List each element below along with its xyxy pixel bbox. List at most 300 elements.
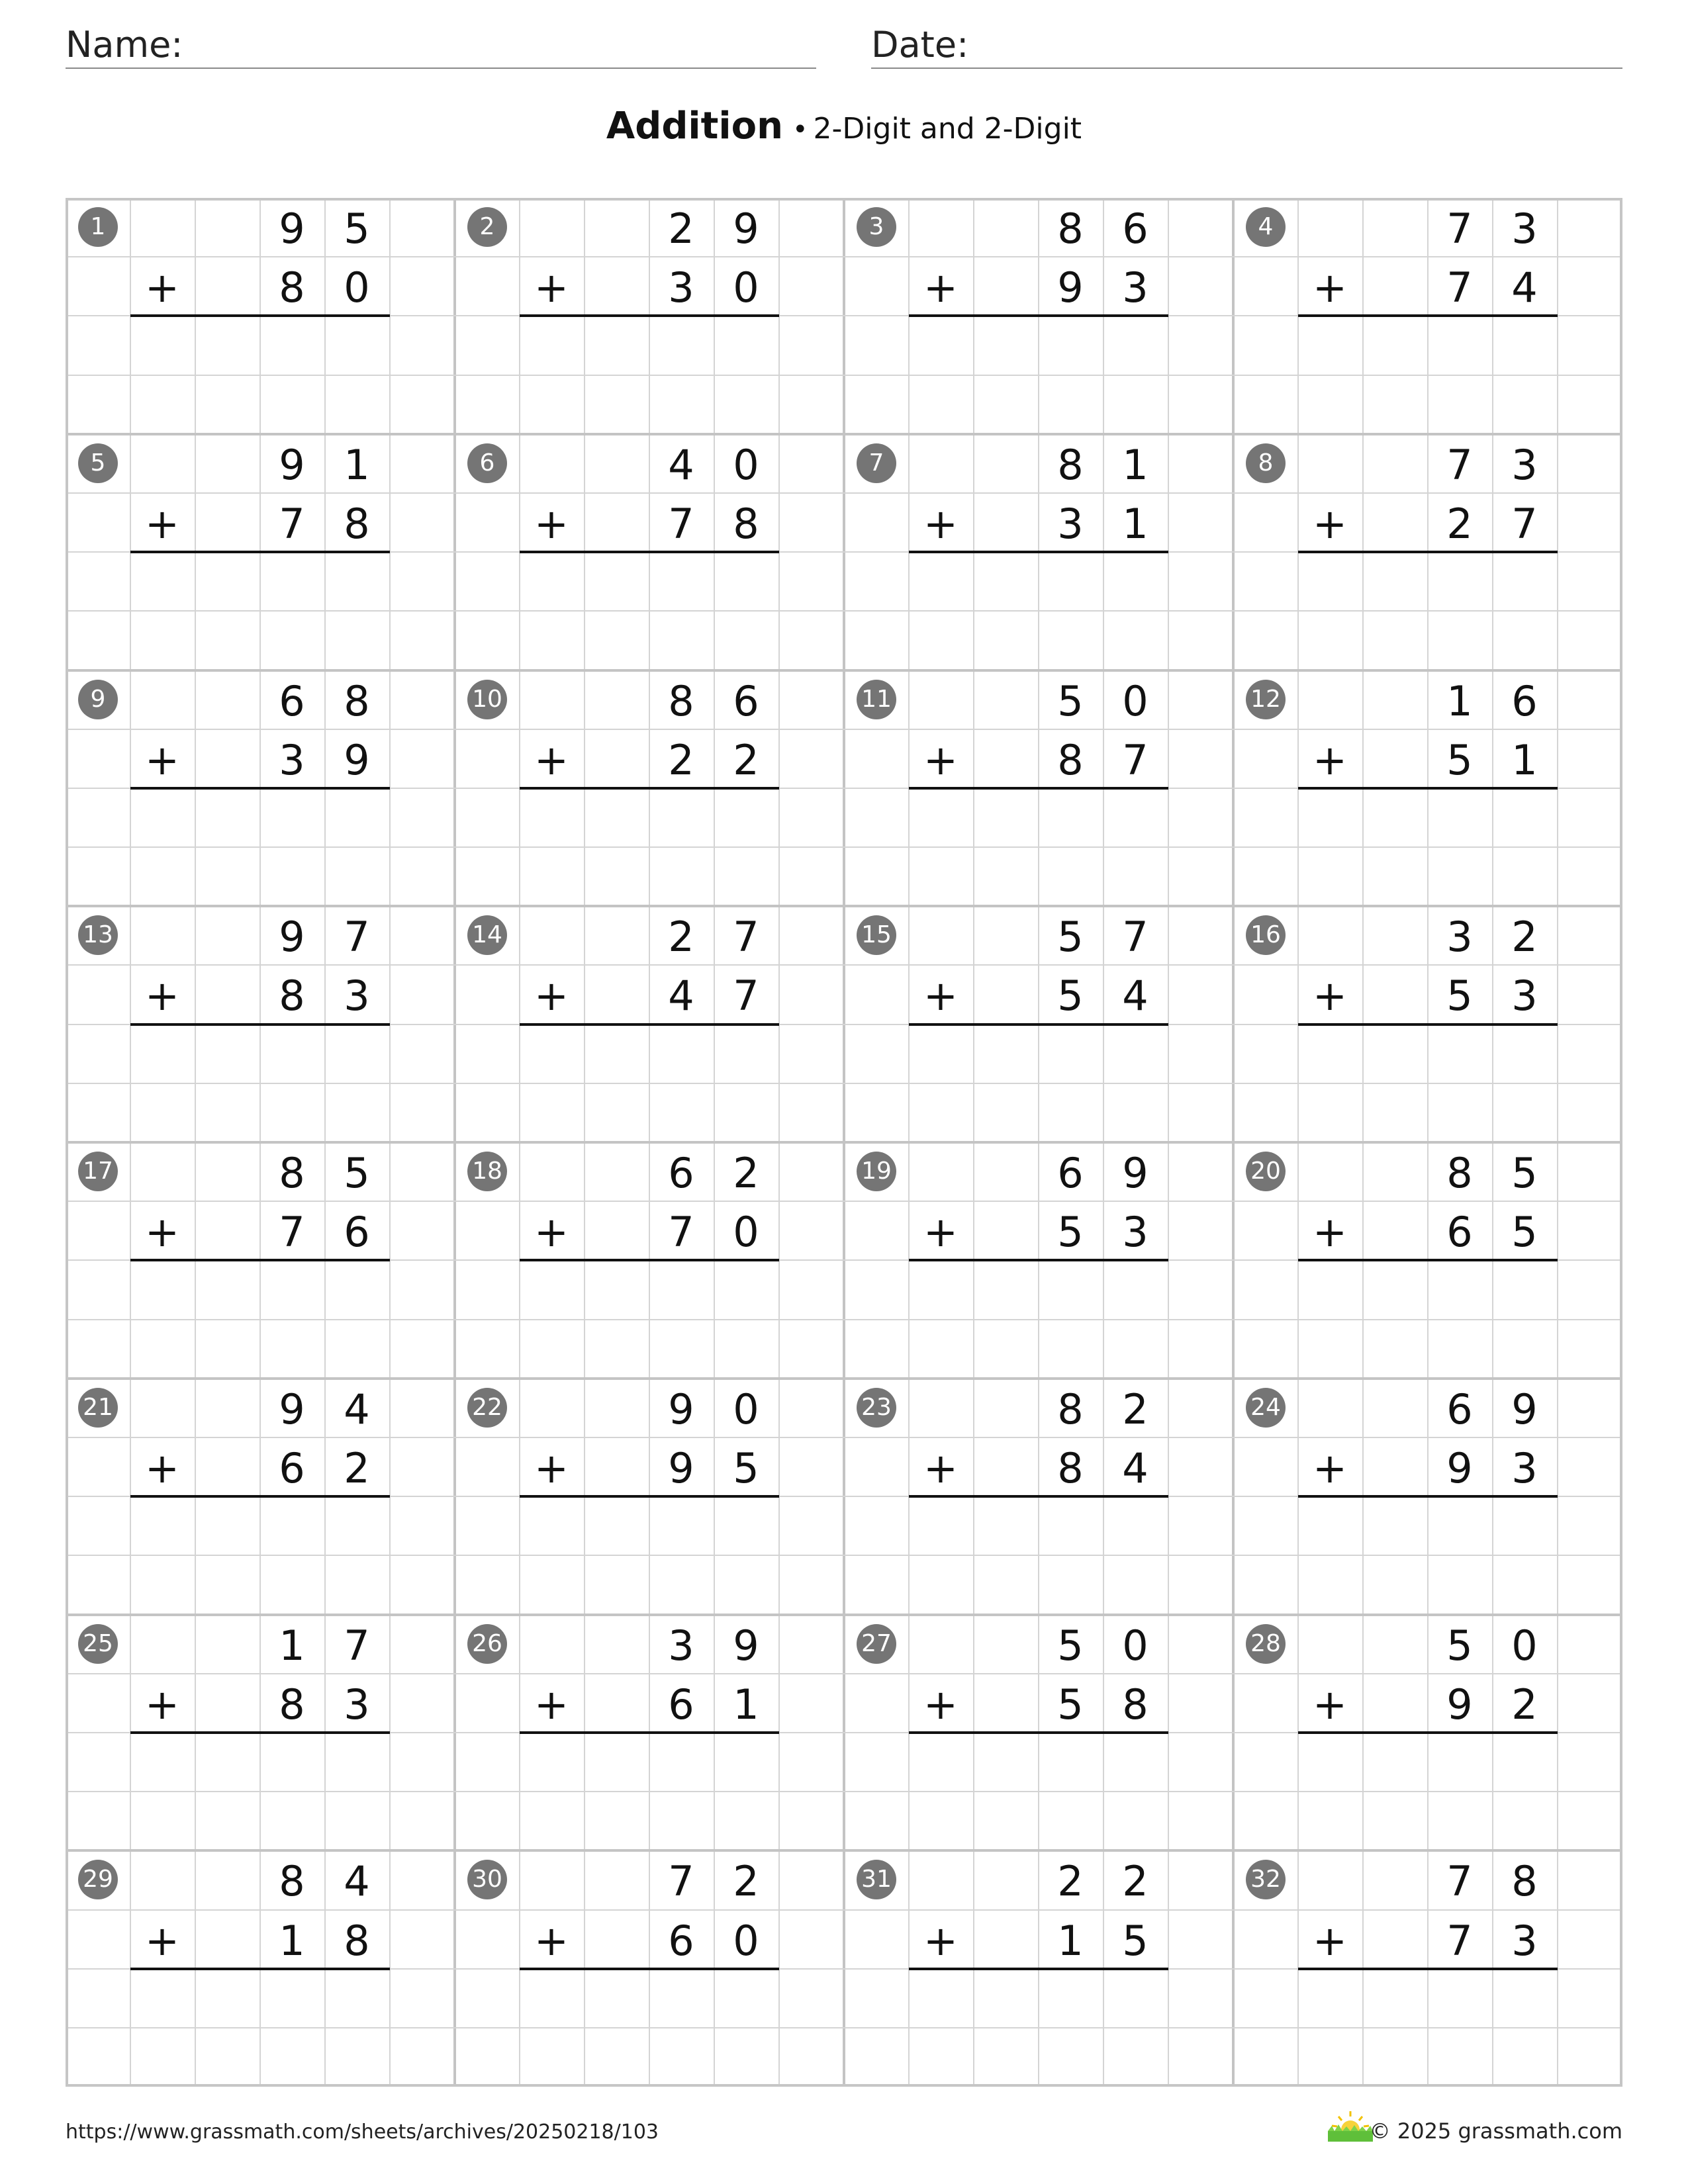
problem-number-badge: 12 [1246, 680, 1286, 719]
problem-17 [66, 1142, 455, 1379]
answer-line [909, 314, 1168, 317]
bottom-ones-digit: 3 [1511, 972, 1538, 1021]
answer-line [1298, 787, 1558, 790]
answer-line [130, 1259, 390, 1261]
answer-area[interactable] [1298, 555, 1558, 608]
plus-sign: + [923, 972, 958, 1021]
problem-12 [1233, 670, 1622, 907]
bottom-ones-digit: 0 [733, 1208, 759, 1257]
problem-number-badge: 20 [1246, 1152, 1286, 1191]
answer-line [130, 551, 390, 553]
top-tens-digit: 8 [1057, 205, 1084, 253]
problem-number-badge: 7 [857, 443, 896, 483]
top-ones-digit: 0 [1122, 1621, 1149, 1670]
plus-sign: + [534, 1680, 569, 1729]
problem-number-badge: 8 [1246, 443, 1286, 483]
top-tens-digit: 5 [1057, 1621, 1084, 1670]
answer-area[interactable] [130, 1735, 390, 1789]
plus-sign: + [923, 1916, 958, 1965]
plus-sign: + [145, 1208, 179, 1257]
answer-area[interactable] [520, 1263, 779, 1316]
bottom-ones-digit: 4 [1122, 972, 1149, 1021]
problem-21 [66, 1379, 455, 1615]
date-label: Date: [871, 24, 969, 66]
title-subtitle: 2-Digit and 2-Digit [813, 112, 1082, 146]
problem-number-badge: 3 [857, 207, 896, 247]
answer-area[interactable] [1298, 1972, 1558, 2025]
top-ones-digit: 7 [344, 913, 370, 962]
top-ones-digit: 9 [1122, 1149, 1149, 1198]
answer-line [1298, 1495, 1558, 1498]
top-ones-digit: 0 [733, 1385, 759, 1433]
top-tens-digit: 7 [1446, 1857, 1473, 1906]
answer-area[interactable] [520, 318, 779, 372]
problem-22 [455, 1379, 844, 1615]
answer-area[interactable] [130, 791, 390, 844]
top-ones-digit: 7 [1122, 913, 1149, 962]
plus-sign: + [923, 1680, 958, 1729]
name-line[interactable] [66, 68, 816, 69]
bottom-tens-digit: 6 [1446, 1208, 1473, 1257]
answer-line [909, 1259, 1168, 1261]
problem-3 [844, 198, 1233, 434]
top-tens-digit: 5 [1057, 676, 1084, 725]
answer-line [909, 1731, 1168, 1734]
answer-area[interactable] [1298, 1499, 1558, 1553]
bottom-ones-digit: 2 [1511, 1680, 1538, 1729]
bottom-tens-digit: 7 [668, 1208, 694, 1257]
answer-area[interactable] [520, 791, 779, 844]
title-main: Addition [606, 105, 783, 148]
problem-2 [455, 198, 844, 434]
bottom-tens-digit: 7 [279, 499, 305, 548]
top-ones-digit: 3 [1511, 440, 1538, 489]
answer-area[interactable] [130, 318, 390, 372]
top-tens-digit: 9 [279, 440, 305, 489]
problem-number-badge: 30 [467, 1860, 507, 1899]
problem-27 [844, 1615, 1233, 1851]
plus-sign: + [534, 263, 569, 312]
top-ones-digit: 2 [1122, 1385, 1149, 1433]
plus-sign: + [145, 263, 179, 312]
plus-sign: + [145, 972, 179, 1021]
top-ones-digit: 5 [344, 205, 370, 253]
top-tens-digit: 8 [279, 1857, 305, 1906]
footer-copyright: © 2025 grassmath.com [1369, 2118, 1622, 2144]
plus-sign: + [145, 735, 179, 784]
bottom-tens-digit: 8 [279, 1680, 305, 1729]
answer-line [909, 1023, 1168, 1026]
top-ones-digit: 9 [733, 1621, 759, 1670]
bottom-tens-digit: 5 [1446, 735, 1473, 784]
problem-32 [1233, 1850, 1622, 2087]
bottom-ones-digit: 7 [1122, 735, 1149, 784]
problem-number-badge: 13 [78, 915, 118, 955]
plus-sign: + [145, 1443, 179, 1492]
answer-line [130, 1495, 390, 1498]
problem-29 [66, 1850, 455, 2087]
plus-sign: + [923, 1208, 958, 1257]
answer-area[interactable] [1298, 318, 1558, 372]
top-tens-digit: 8 [668, 676, 694, 725]
top-tens-digit: 8 [279, 1149, 305, 1198]
problem-13 [66, 906, 455, 1142]
problem-9 [66, 670, 455, 907]
bottom-ones-digit: 2 [344, 1443, 370, 1492]
problem-30 [455, 1850, 844, 2087]
top-ones-digit: 5 [344, 1149, 370, 1198]
bottom-tens-digit: 8 [1057, 1443, 1084, 1492]
plus-sign: + [1313, 1680, 1347, 1729]
top-ones-digit: 6 [733, 676, 759, 725]
bottom-ones-digit: 2 [733, 735, 759, 784]
bottom-tens-digit: 3 [668, 263, 694, 312]
top-tens-digit: 3 [668, 1621, 694, 1670]
plus-sign: + [145, 1916, 179, 1965]
bottom-tens-digit: 6 [668, 1916, 694, 1965]
bottom-ones-digit: 8 [1122, 1680, 1149, 1729]
bottom-ones-digit: 7 [1511, 499, 1538, 548]
problem-8 [1233, 434, 1622, 670]
top-tens-digit: 9 [279, 205, 305, 253]
bottom-ones-digit: 7 [733, 972, 759, 1021]
answer-line [520, 551, 779, 553]
problem-31 [844, 1850, 1233, 2087]
problem-6 [455, 434, 844, 670]
problem-number-badge: 14 [467, 915, 507, 955]
answer-line [520, 314, 779, 317]
top-tens-digit: 4 [668, 440, 694, 489]
problem-number-badge: 4 [1246, 207, 1286, 247]
top-tens-digit: 6 [1446, 1385, 1473, 1433]
problem-number-badge: 5 [78, 443, 118, 483]
bottom-ones-digit: 1 [733, 1680, 759, 1729]
answer-line [130, 1968, 390, 1970]
plus-sign: + [534, 972, 569, 1021]
top-ones-digit: 0 [1511, 1621, 1538, 1670]
problem-10 [455, 670, 844, 907]
bottom-tens-digit: 7 [279, 1208, 305, 1257]
answer-area[interactable] [1298, 791, 1558, 844]
problem-number-badge: 17 [78, 1152, 118, 1191]
problem-25 [66, 1615, 455, 1851]
answer-area[interactable] [130, 1972, 390, 2025]
problem-1 [66, 198, 455, 434]
answer-line [520, 1968, 779, 1970]
footer-url: https://www.grassmath.com/sheets/archives/20250218/103 [66, 2120, 659, 2144]
bottom-ones-digit: 3 [1122, 1208, 1149, 1257]
plus-sign: + [1313, 499, 1347, 548]
answer-line [909, 1495, 1168, 1498]
bottom-ones-digit: 5 [1122, 1916, 1149, 1965]
bottom-ones-digit: 8 [733, 499, 759, 548]
answer-line [520, 787, 779, 790]
problem-15 [844, 906, 1233, 1142]
top-ones-digit: 5 [1511, 1149, 1538, 1198]
answer-line [520, 1259, 779, 1261]
answer-line [520, 1023, 779, 1026]
problem-number-badge: 26 [467, 1624, 507, 1664]
answer-line [1298, 314, 1558, 317]
problem-number-badge: 31 [857, 1860, 896, 1899]
problem-number-badge: 10 [467, 680, 507, 719]
top-tens-digit: 6 [668, 1149, 694, 1198]
plus-sign: + [534, 1208, 569, 1257]
answer-line [130, 1023, 390, 1026]
bottom-ones-digit: 4 [1122, 1443, 1149, 1492]
top-tens-digit: 2 [668, 205, 694, 253]
answer-area[interactable] [520, 1735, 779, 1789]
answer-line [1298, 1259, 1558, 1261]
answer-line [909, 1968, 1168, 1970]
bottom-ones-digit: 0 [733, 263, 759, 312]
problem-number-badge: 16 [1246, 915, 1286, 955]
problem-number-badge: 18 [467, 1152, 507, 1191]
bottom-tens-digit: 9 [1446, 1680, 1473, 1729]
bottom-tens-digit: 7 [668, 499, 694, 548]
problem-number-badge: 25 [78, 1624, 118, 1664]
answer-line [1298, 1968, 1558, 1970]
bottom-ones-digit: 1 [1511, 735, 1538, 784]
top-ones-digit: 4 [344, 1385, 370, 1433]
answer-area[interactable] [909, 791, 1168, 844]
answer-area[interactable] [1298, 1735, 1558, 1789]
plus-sign: + [534, 735, 569, 784]
problem-number-badge: 27 [857, 1624, 896, 1664]
top-ones-digit: 9 [733, 205, 759, 253]
problem-number-badge: 32 [1246, 1860, 1286, 1899]
problem-20 [1233, 1142, 1622, 1379]
top-ones-digit: 0 [1122, 676, 1149, 725]
bottom-ones-digit: 6 [344, 1208, 370, 1257]
bottom-tens-digit: 7 [1446, 1916, 1473, 1965]
problem-14 [455, 906, 844, 1142]
plus-sign: + [923, 735, 958, 784]
bottom-tens-digit: 7 [1446, 263, 1473, 312]
bottom-tens-digit: 8 [1057, 735, 1084, 784]
answer-area[interactable] [520, 1027, 779, 1081]
bottom-tens-digit: 9 [1057, 263, 1084, 312]
top-ones-digit: 7 [344, 1621, 370, 1670]
bottom-ones-digit: 8 [344, 1916, 370, 1965]
top-ones-digit: 0 [733, 440, 759, 489]
answer-line [520, 1731, 779, 1734]
top-ones-digit: 4 [344, 1857, 370, 1906]
bottom-tens-digit: 2 [668, 735, 694, 784]
answer-area[interactable] [909, 1972, 1168, 2025]
top-tens-digit: 8 [1446, 1149, 1473, 1198]
problem-number-badge: 9 [78, 680, 118, 719]
problem-28 [1233, 1615, 1622, 1851]
problem-16 [1233, 906, 1622, 1142]
problem-number-badge: 6 [467, 443, 507, 483]
plus-sign: + [1313, 972, 1347, 1021]
top-ones-digit: 2 [733, 1857, 759, 1906]
problem-number-badge: 24 [1246, 1388, 1286, 1428]
problem-number-badge: 11 [857, 680, 896, 719]
bottom-ones-digit: 3 [344, 972, 370, 1021]
plus-sign: + [1313, 1916, 1347, 1965]
top-ones-digit: 8 [1511, 1857, 1538, 1906]
bottom-ones-digit: 3 [344, 1680, 370, 1729]
answer-area[interactable] [130, 555, 390, 608]
bottom-ones-digit: 3 [1511, 1916, 1538, 1965]
top-ones-digit: 2 [733, 1149, 759, 1198]
answer-area[interactable] [909, 555, 1168, 608]
answer-line [1298, 551, 1558, 553]
top-tens-digit: 6 [279, 676, 305, 725]
bottom-ones-digit: 5 [733, 1443, 759, 1492]
top-ones-digit: 6 [1122, 205, 1149, 253]
bottom-tens-digit: 2 [1446, 499, 1473, 548]
answer-line [130, 787, 390, 790]
worksheet-title [0, 105, 1688, 148]
top-tens-digit: 9 [668, 1385, 694, 1433]
problem-7 [844, 434, 1233, 670]
answer-area[interactable] [130, 1499, 390, 1553]
problem-24 [1233, 1379, 1622, 1615]
bottom-tens-digit: 6 [668, 1680, 694, 1729]
problem-grid [66, 198, 1622, 2087]
bottom-tens-digit: 9 [668, 1443, 694, 1492]
problem-number-badge: 15 [857, 915, 896, 955]
bottom-ones-digit: 3 [1122, 263, 1149, 312]
title-separator: • [792, 114, 808, 145]
plus-sign: + [923, 263, 958, 312]
bottom-ones-digit: 0 [344, 263, 370, 312]
top-tens-digit: 6 [1057, 1149, 1084, 1198]
bottom-ones-digit: 8 [344, 499, 370, 548]
bottom-tens-digit: 4 [668, 972, 694, 1021]
answer-area[interactable] [1298, 1263, 1558, 1316]
answer-area[interactable] [1298, 1027, 1558, 1081]
plus-sign: + [923, 1443, 958, 1492]
answer-line [909, 551, 1168, 553]
problem-19 [844, 1142, 1233, 1379]
top-tens-digit: 5 [1446, 1621, 1473, 1670]
bottom-tens-digit: 5 [1057, 1680, 1084, 1729]
bottom-tens-digit: 1 [1057, 1916, 1084, 1965]
plus-sign: + [923, 499, 958, 548]
answer-line [1298, 1731, 1558, 1734]
plus-sign: + [1313, 263, 1347, 312]
answer-area[interactable] [909, 318, 1168, 372]
top-ones-digit: 1 [1122, 440, 1149, 489]
problem-number-badge: 28 [1246, 1624, 1286, 1664]
top-tens-digit: 9 [279, 913, 305, 962]
answer-line [520, 1495, 779, 1498]
answer-line [909, 787, 1168, 790]
plus-sign: + [1313, 1208, 1347, 1257]
answer-line [130, 1731, 390, 1734]
top-ones-digit: 6 [1511, 676, 1538, 725]
answer-line [130, 314, 390, 317]
top-tens-digit: 1 [279, 1621, 305, 1670]
answer-line [1298, 1023, 1558, 1026]
top-tens-digit: 8 [1057, 1385, 1084, 1433]
top-tens-digit: 2 [1057, 1857, 1084, 1906]
bottom-ones-digit: 4 [1511, 263, 1538, 312]
top-tens-digit: 2 [668, 913, 694, 962]
plus-sign: + [1313, 1443, 1347, 1492]
date-line[interactable] [871, 68, 1622, 69]
bottom-tens-digit: 5 [1057, 1208, 1084, 1257]
problem-number-badge: 1 [78, 207, 118, 247]
top-tens-digit: 7 [1446, 440, 1473, 489]
bottom-tens-digit: 5 [1446, 972, 1473, 1021]
top-tens-digit: 3 [1446, 913, 1473, 962]
top-tens-digit: 7 [668, 1857, 694, 1906]
bottom-ones-digit: 1 [1122, 499, 1149, 548]
bottom-ones-digit: 0 [733, 1916, 759, 1965]
grass-sun-logo-icon [1325, 2110, 1376, 2143]
bottom-tens-digit: 6 [279, 1443, 305, 1492]
answer-area[interactable] [520, 555, 779, 608]
problem-4 [1233, 198, 1622, 434]
answer-area[interactable] [520, 1972, 779, 2025]
problem-number-badge: 23 [857, 1388, 896, 1428]
bottom-tens-digit: 3 [1057, 499, 1084, 548]
bottom-tens-digit: 9 [1446, 1443, 1473, 1492]
problem-26 [455, 1615, 844, 1851]
plus-sign: + [1313, 735, 1347, 784]
plus-sign: + [534, 1443, 569, 1492]
problem-number-badge: 21 [78, 1388, 118, 1428]
problem-number-badge: 2 [467, 207, 507, 247]
top-tens-digit: 9 [279, 1385, 305, 1433]
problem-11 [844, 670, 1233, 907]
top-ones-digit: 9 [1511, 1385, 1538, 1433]
name-label: Name: [66, 24, 183, 66]
problem-23 [844, 1379, 1233, 1615]
top-ones-digit: 8 [344, 676, 370, 725]
top-ones-digit: 7 [733, 913, 759, 962]
top-ones-digit: 2 [1511, 913, 1538, 962]
problem-number-badge: 22 [467, 1388, 507, 1428]
bottom-ones-digit: 9 [344, 735, 370, 784]
answer-area[interactable] [130, 1263, 390, 1316]
bottom-tens-digit: 5 [1057, 972, 1084, 1021]
problem-number-badge: 19 [857, 1152, 896, 1191]
answer-area[interactable] [909, 1263, 1168, 1316]
plus-sign: + [534, 1916, 569, 1965]
bottom-tens-digit: 3 [279, 735, 305, 784]
bottom-tens-digit: 1 [279, 1916, 305, 1965]
top-tens-digit: 5 [1057, 913, 1084, 962]
problem-number-badge: 29 [78, 1860, 118, 1899]
bottom-ones-digit: 3 [1511, 1443, 1538, 1492]
problem-18 [455, 1142, 844, 1379]
top-ones-digit: 1 [344, 440, 370, 489]
bottom-tens-digit: 8 [279, 972, 305, 1021]
answer-area[interactable] [909, 1027, 1168, 1081]
top-tens-digit: 7 [1446, 205, 1473, 253]
plus-sign: + [534, 499, 569, 548]
answer-area[interactable] [909, 1499, 1168, 1553]
bottom-tens-digit: 8 [279, 263, 305, 312]
plus-sign: + [145, 1680, 179, 1729]
problem-5 [66, 434, 455, 670]
top-tens-digit: 1 [1446, 676, 1473, 725]
answer-area[interactable] [520, 1499, 779, 1553]
top-ones-digit: 3 [1511, 205, 1538, 253]
answer-area[interactable] [130, 1027, 390, 1081]
plus-sign: + [145, 499, 179, 548]
top-tens-digit: 8 [1057, 440, 1084, 489]
top-ones-digit: 2 [1122, 1857, 1149, 1906]
bottom-ones-digit: 5 [1511, 1208, 1538, 1257]
answer-area[interactable] [909, 1735, 1168, 1789]
